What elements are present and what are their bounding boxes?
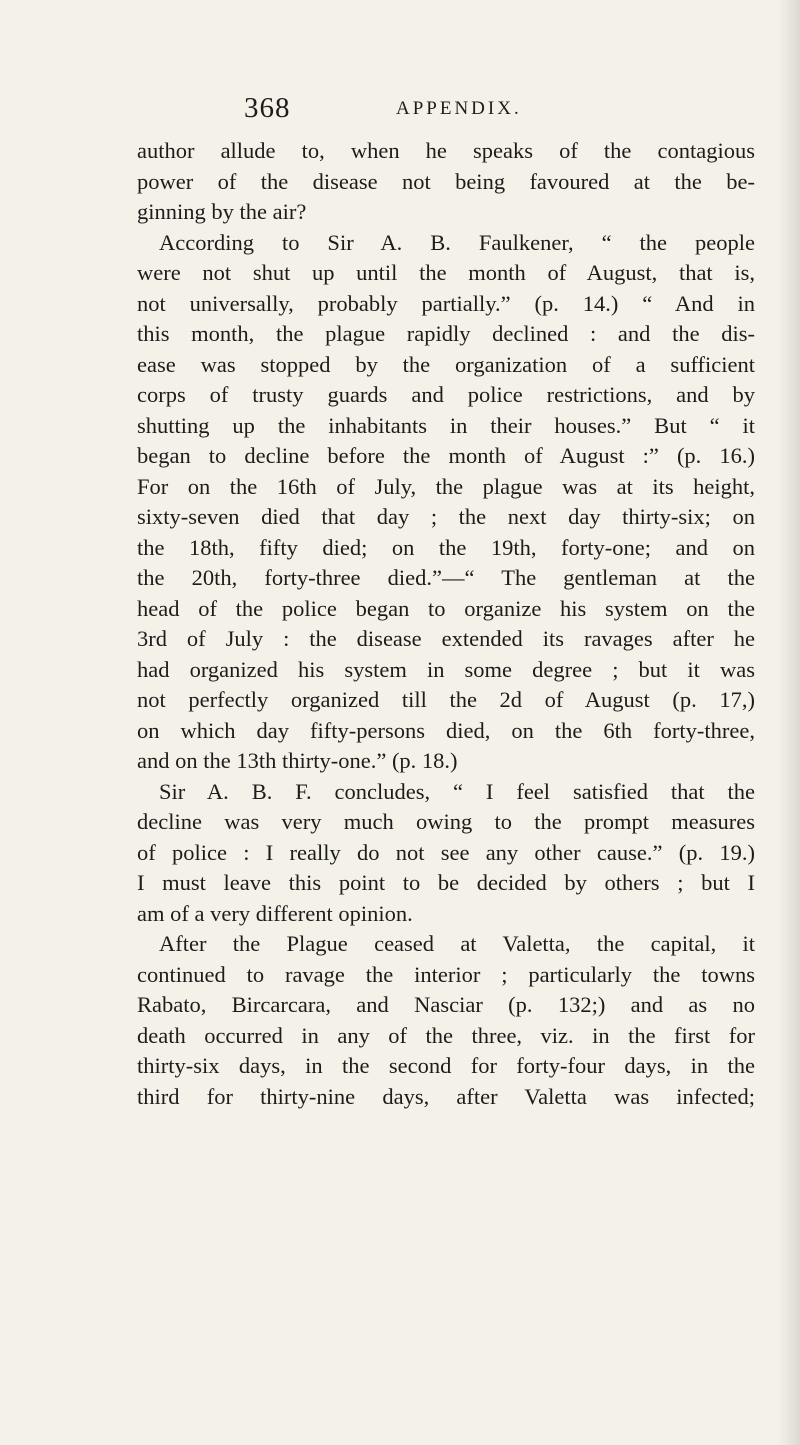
text-line: began to decline before the month of August :” (p. 16.) [137,443,755,468]
paragraph-end-line: am of a very different opinion. [137,900,413,926]
text-line: third for thirty-nine days, after Valetta was infected; [137,1083,755,1109]
text-line: on which day fifty-persons died, on the 6th forty-three, [137,717,755,743]
page-header [244,92,644,122]
text-line: thirty-six days, in the second for forty-four days, in the [137,1053,755,1078]
paragraph-start-line: According to Sir A. B. Faulkener, “ the people [159,229,755,255]
text-line: I must leave this point to be decided by others ; but I [137,870,755,895]
text-line: were not shut up until the month of August, that is, [137,260,755,285]
text-line: continued to ravage the interior ; particularly the towns [137,961,755,987]
text-line: had organized his system in some degree ; but it was [137,656,755,682]
paragraph-start-line: Sir A. B. F. concludes, “ I feel satisfied that the [159,778,755,804]
text-line: decline was very much owing to the prompt measures [137,809,755,834]
running-head: APPENDIX. [396,98,522,119]
paragraph-end-line: ginning by the air? [137,199,307,224]
text-line: not universally, probably partially.” (p. 14.) “ And in [137,290,755,316]
text-line: not perfectly organized till the 2d of August (p. 17,) [137,687,755,712]
text-line: the 18th, fifty died; on the 19th, forty-one; and on [137,534,755,560]
text-line: of police : I really do not see any other cause.” (p. 19.) [137,839,755,865]
text-line: For on the 16th of July, the plague was at its height, [137,473,755,499]
text-line: author allude to, when he speaks of the contagious [137,138,755,163]
text-line: power of the disease not being favoured at the be- [137,168,755,194]
page-number: 368 [244,92,291,124]
text-line: head of the police began to organize his system on the [137,595,755,621]
paragraph-end-line: and on the 13th thirty-one.” (p. 18.) [137,748,458,773]
text-line: the 20th, forty-three died.”—“ The gentleman at the [137,565,755,590]
text-line: shutting up the inhabitants in their houses.” But “ it [137,412,755,438]
text-line: corps of trusty guards and police restrictions, and by [137,382,755,407]
paragraph-start-line: After the Plague ceased at Valetta, the capital, it [159,931,755,956]
text-line: sixty-seven died that day ; the next day thirty-six; on [137,504,755,529]
text-line: 3rd of July : the disease extended its ravages after he [137,626,755,651]
text-line: Rabato, Bircarcara, and Nasciar (p. 132;) and as no [137,992,755,1017]
text-line: this month, the plague rapidly declined : and the dis- [137,321,755,346]
text-line: ease was stopped by the organization of a sufficient [137,351,755,377]
page-edge-shadow [778,0,800,1445]
text-line: death occurred in any of the three, viz. in the first for [137,1022,755,1048]
body-text [137,136,755,1112]
